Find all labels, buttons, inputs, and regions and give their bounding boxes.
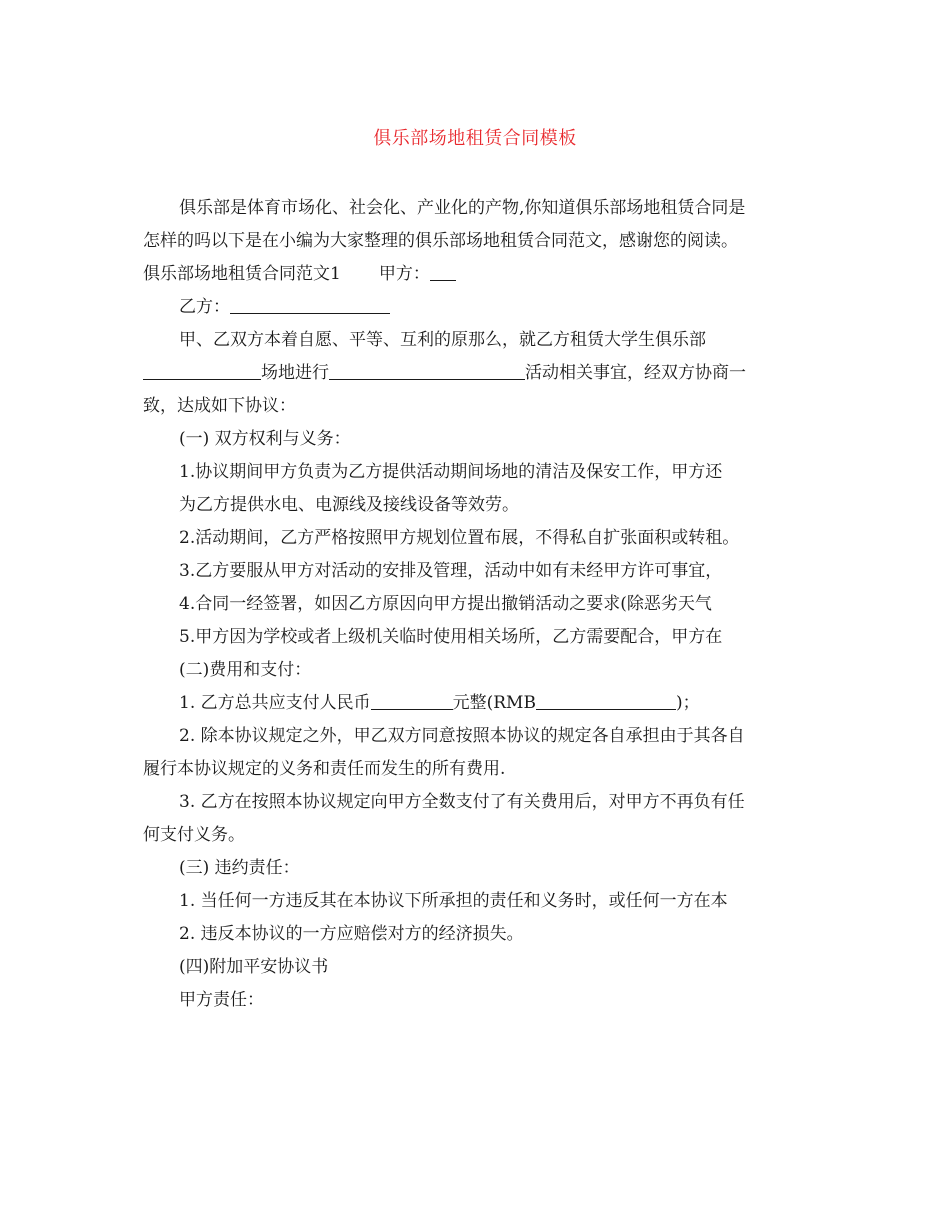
amount-blank — [371, 689, 453, 710]
section3-heading: (三) 违约责任： — [179, 858, 300, 878]
s1-item2: 2.活动期间，乙方严格按照甲方规划位置布展，不得私自扩张面积或转租。 — [179, 528, 740, 548]
document-title: 俱乐部场地租赁合同模板 — [373, 128, 577, 149]
party-a-label: 甲方： — [378, 264, 430, 284]
section2-heading: (二)费用和支付： — [179, 660, 312, 680]
s2-item2-line2: 履行本协议规定的义务和责任而发生的所有费用. — [143, 759, 506, 779]
section1-heading: (一) 双方权利与义务： — [179, 429, 351, 449]
para-intro-line-1: 甲、乙双方本着自愿、平等、互利的原那么，就乙方租赁大学生俱乐部 — [179, 330, 706, 350]
sample-heading: 俱乐部场地租赁合同范文1 — [143, 264, 341, 284]
section4-heading: (四)附加平安协议书 — [179, 957, 329, 977]
para-intro-line-2 — [143, 357, 815, 390]
s2-item1 — [143, 687, 815, 720]
party-b-blank — [230, 293, 390, 314]
para-intro-text-c: 活动相关事宜，经双方协商一 — [525, 363, 746, 383]
party-b-label: 乙方： — [179, 297, 230, 317]
s1-item1-line1: 1.协议期间甲方负责为乙方提供活动期间场地的清洁及保安工作，甲方还 — [179, 462, 723, 482]
s2-item1-text-a: 1. 乙方总共应支付人民币 — [179, 693, 371, 713]
document-body — [143, 192, 815, 1017]
s1-item4: 4.合同一经签署，如因乙方原因向甲方提出撤销活动之要求(除恶劣天气 — [179, 594, 712, 614]
s2-item1-text-c: )； — [675, 693, 700, 713]
sample-heading-line — [143, 258, 815, 291]
s1-item5: 5.甲方因为学校或者上级机关临时使用相关场所，乙方需要配合，甲方在 — [179, 627, 723, 647]
s2-item1-text-b: 元整(RMB — [452, 693, 536, 713]
s2-item3-line1: 3. 乙方在按照本协议规定向甲方全数支付了有关费用后，对甲方不再负有任 — [179, 792, 745, 812]
intro-line-1: 俱乐部是体育市场化、社会化、产业化的产物,你知道俱乐部场地租赁合同是 — [179, 198, 746, 218]
s3-item2: 2. 违反本协议的一方应赔偿对方的经济损失。 — [179, 924, 524, 944]
venue-blank — [143, 359, 261, 380]
party-a-blank — [430, 260, 456, 281]
s3-item1: 1. 当任何一方违反其在本协议下所承担的责任和义务时，或任何一方在本 — [179, 891, 728, 911]
para-intro-text-b: 场地进行 — [261, 363, 329, 383]
party-b-line — [143, 291, 815, 324]
s2-item3-line2: 何支付义务。 — [143, 825, 245, 845]
intro-line-2: 怎样的吗以下是在小编为大家整理的俱乐部场地租赁合同范文，感谢您的阅读。 — [143, 231, 738, 251]
s1-item1-line2: 为乙方提供水电、电源线及接线设备等效劳。 — [179, 495, 519, 515]
s2-item2-line1: 2. 除本协议规定之外，甲乙双方同意按照本协议的规定各自承担由于其各自 — [179, 726, 745, 746]
para-intro-line-3: 致，达成如下协议： — [143, 396, 296, 416]
s1-item3: 3.乙方要服从甲方对活动的安排及管理，活动中如有未经甲方许可事宜， — [179, 561, 723, 581]
party-a-duties-heading: 甲方责任： — [179, 990, 264, 1010]
rmb-blank — [536, 689, 676, 710]
activity-blank — [329, 359, 525, 380]
